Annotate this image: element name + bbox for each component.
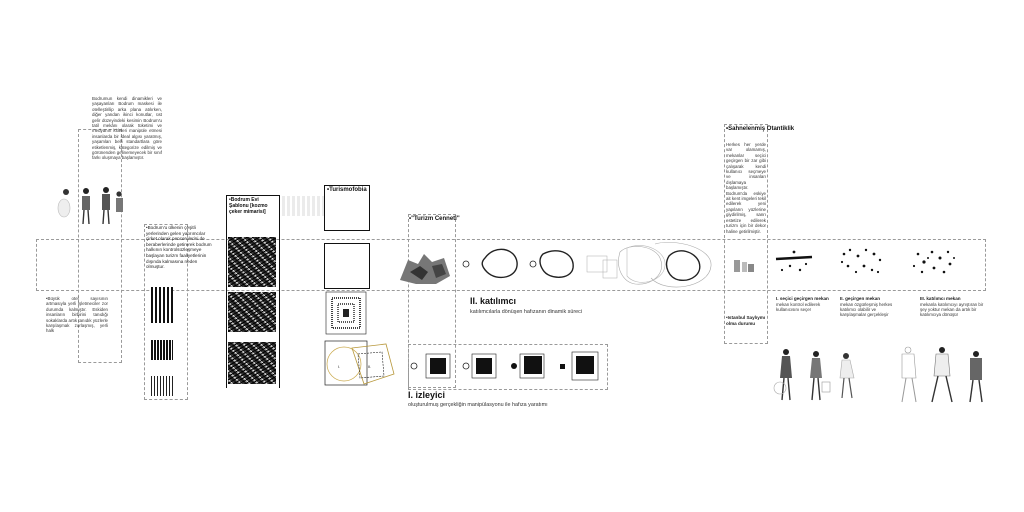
col3-photo-1 <box>228 237 276 287</box>
observer-sequence <box>408 344 608 390</box>
stage-2 <box>840 296 902 318</box>
stage-3 <box>920 296 988 318</box>
right-small-figure <box>730 256 760 274</box>
stage-1-title: I. seçici geçirgen mekan <box>776 296 829 301</box>
stage-3-title: III. katılımcı mekan <box>920 296 961 301</box>
col4-overlap-diagram <box>324 340 396 390</box>
col4-title: •Turismofobia <box>327 187 367 193</box>
stage-2-title: II. geçirgen mekan <box>840 296 881 301</box>
participant-heading: II. katılımcı <box>470 296 517 306</box>
svg-text:I.: I. <box>338 364 341 369</box>
col1-text: Bodrumun kendi dinamikleri ve yaşayanları Bodrum maskesi ile otelleştirilip arka plana atılırken, diğer yandan ikinci konutlar, üst gelir düzeyindeki kesimin Bodrum'u tatil mekânı olarak tüketimi ve medyanın kitleleri manipüle etmesi insanlarda bir ideal algısı yaratmış, yaşamları belli standartlara göre etiketlenmiş, kategorize edilmiş ve görünenden gelinemeyecek bir sınıf farkı oluşmaya başlamıştır. <box>92 96 162 161</box>
stage-3-diagram <box>910 244 958 278</box>
cennet-title: •"Turizm Cenneti" <box>409 216 460 222</box>
col2-image-2 <box>151 340 173 360</box>
participant-path <box>455 238 725 298</box>
col2-image-1 <box>151 287 173 323</box>
right-text: Herkes her yerde var olamamış, mekanlar seçici geçirgen bir zar gibi çalışarak kendi kullanıcı seçmeye ve insanları dışlamaya başlamıştır. Bodrum'da eskiye ait kent imgeleri tekil edilerek yeni yapıların yüzlerine giydirilmiş, sanrı estetize edilerek turizm için bir dekor haline getirilmiştir. <box>726 142 766 234</box>
col4-map <box>324 290 368 336</box>
stage-1-diagram <box>774 244 814 278</box>
col3-title: •Bodrum Evi Şablonu [kozmo çeker mimarisi] <box>229 197 268 215</box>
col3-photo-3 <box>228 342 276 384</box>
observer-heading: I. izleyici <box>408 390 446 400</box>
col4-box-2 <box>324 243 370 289</box>
stage-3-desc: mekanla katılımcıyı ayrıştıran bir şey yoktur mekan da artık bir katılımcıya dönüşür <box>920 301 984 318</box>
right-title: •Sahnelenmiş Otantiklik <box>726 126 795 132</box>
stage-1-desc: mekan kontrol edilerek kullanıcısını seçer <box>776 301 821 312</box>
stage-1 <box>776 296 834 312</box>
cennet-rubble-figure <box>396 250 454 286</box>
stage-2-desc: mekan özgürleşmiş herkes katılımcı olabilir ve karşılaşmalar gerçekleşir <box>840 301 893 318</box>
ghost-buildings <box>282 196 324 216</box>
col2-image-3 <box>151 376 173 396</box>
col3-photo-2 <box>228 292 276 332</box>
people-walking-figures <box>774 344 994 406</box>
participant-subtitle: katılımcılarla dönüşen hafızanın dinamik süreci <box>470 309 583 315</box>
people-group-figure <box>56 182 132 230</box>
col2-text: •Bodrum'u ülkenin çeşitli yerlerinden gelen yatırımcılar çirket olarak pencerelerini de beraberlerinde getirerek bodrum halkının kontrolsüzleşmeye başlayan turizm faaliyetlerinin dışında kalmasına neden olmuştur. <box>146 225 212 270</box>
right-bottom-note: •Istanbul Saylıymı olma durumu <box>726 315 766 326</box>
svg-text:II.: II. <box>368 364 372 369</box>
col1-lower-text: •Büyük otel sayısının artmasıyla yerli işletmeciler zor durumda kalmıştır. Eskiden insanların birbirini tanıdığı sokaklarda artık tanıdık yüzlerle karşılaşmak zorlaşmış, yerli halk <box>46 296 108 334</box>
observer-subtitle: oluşturulmuş gerçekliğin manipülasyonu ile hafıza yaratımı <box>408 402 548 408</box>
stage-2-diagram <box>838 244 886 278</box>
